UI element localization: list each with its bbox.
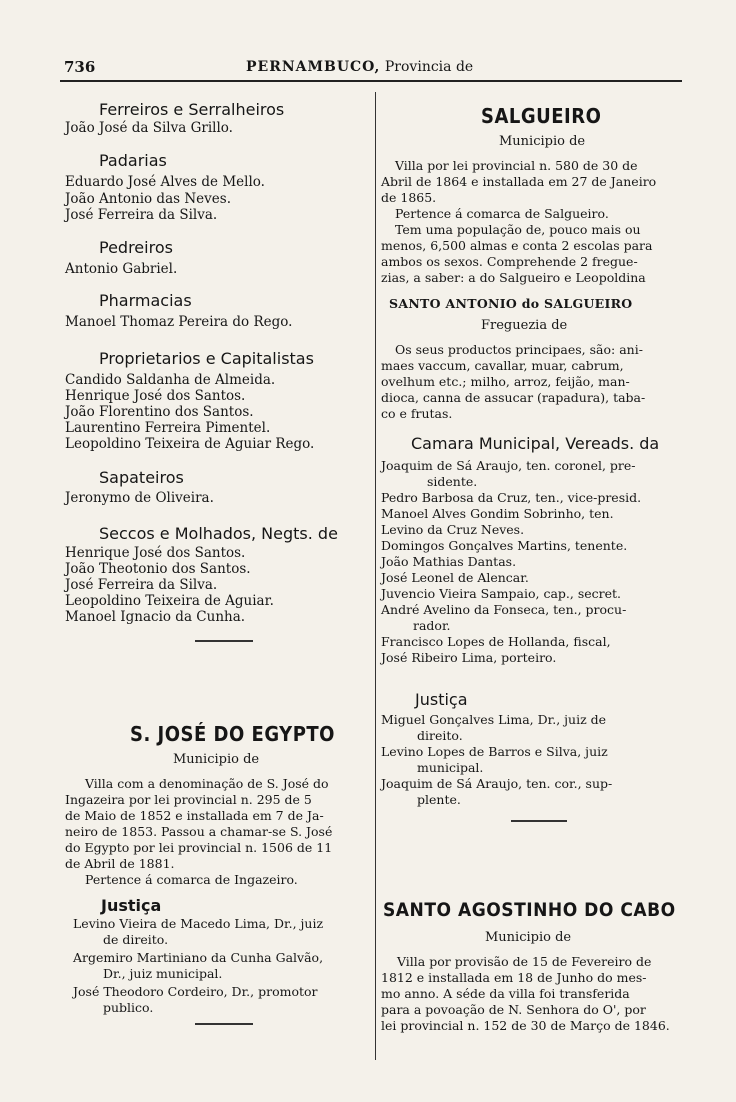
section-heading: Seccos e Molhados, Negts. de [99,524,338,543]
list-item: José Theodoro Cordeiro, Dr., promotor [73,984,318,999]
section-title: S. JOSÉ DO EGYPTO [130,722,335,746]
section-heading: Justiça [101,896,162,915]
section-heading: Ferreiros e Serralheiros [99,100,285,119]
list-item: João Mathias Dantas. [381,554,517,569]
paragraph-line: zias, a saber: a do Salgueiro e Leopoldina [381,270,646,285]
paragraph-line: Ingazeira por lei provincial n. 295 de 5 [65,792,312,807]
paragraph-line: de 1865. [381,190,437,205]
list-item: Henrique José dos Santos. [65,545,246,561]
list-item: Eduardo José Alves de Mello. [65,174,265,190]
section-subtitle: Municipio de [499,134,586,149]
paragraph-line: Villa por provisão de 15 de Fevereiro de [397,954,652,969]
section-title: SANTO ANTONIO do SALGUEIRO [389,296,633,311]
paragraph-line: neiro de 1853. Passou a chamar-se S. José [65,824,333,839]
list-item: publico. [103,1000,154,1015]
list-item: Candido Saldanha de Almeida. [65,372,276,388]
separator [511,820,567,822]
list-item: Argemiro Martiniano da Cunha Galvão, [73,950,324,965]
list-item: André Avelino da Fonseca, ten., procu- [381,602,627,617]
section-subtitle: Freguezia de [481,318,568,333]
section-heading: Justiça [415,690,468,709]
paragraph-line: Tem uma população de, pouco mais ou [395,222,641,237]
paragraph-line: de Maio de 1852 e installada em 7 de Ja- [65,808,324,823]
page-number: 736 [64,58,96,76]
paragraph-line: dioca, canna de assucar (rapadura), taba- [381,390,646,405]
list-item: Antonio Gabriel. [65,261,178,277]
list-item: João Florentino dos Santos. [65,404,254,420]
list-item: Levino Lopes de Barros e Silva, juiz [381,744,608,759]
paragraph-line: Villa com a denominação de S. José do [85,776,329,791]
list-item: Levino Vieira de Macedo Lima, Dr., juiz [73,916,324,931]
list-item: de direito. [103,932,169,947]
paragraph-line: menos, 6,500 almas e conta 2 escolas para [381,238,653,253]
paragraph-line: ovelhum etc.; milho, arroz, feijão, man- [381,374,630,389]
section-heading: Camara Municipal, Vereads. da [411,434,660,453]
section-title: SANTO AGOSTINHO DO CABO [383,899,676,921]
running-head [246,59,473,75]
list-item: Juvencio Vieira Sampaio, cap., secret. [381,586,622,601]
section-heading: Proprietarios e Capitalistas [99,349,314,368]
paragraph-line: ambos os sexos. Comprehende 2 fregue- [381,254,638,269]
list-item: Dr., juiz municipal. [103,966,223,981]
list-item: João José da Silva Grillo. [65,120,233,136]
paragraph-line: mo anno. A séde da villa foi transferida [381,986,630,1001]
list-item: Leopoldino Teixeira de Aguiar Rego. [65,436,315,452]
list-item: Levino da Cruz Neves. [381,522,525,537]
list-item: Henrique José dos Santos. [65,388,246,404]
list-item: João Antonio das Neves. [65,191,231,207]
column-rule [375,92,376,1060]
paragraph-line: Os seus productos principaes, são: ani- [395,342,643,357]
list-item: José Ferreira da Silva. [65,577,218,593]
list-item: Manoel Ignacio da Cunha. [65,609,246,625]
running-head-subtitle: Provincia de [384,59,474,75]
paragraph-line: de Abril de 1881. [65,856,175,871]
paragraph-line: lei provincial n. 152 de 30 de Março de 1846. [381,1018,670,1033]
list-item: Joaquim de Sá Araujo, ten. coronel, pre- [381,458,636,473]
list-item: Domingos Gonçalves Martins, tenente. [381,538,628,553]
list-item: José Ribeiro Lima, porteiro. [381,650,557,665]
list-item: Manoel Alves Gondim Sobrinho, ten. [381,506,614,521]
section-heading: Padarias [99,151,167,170]
list-item: direito. [417,728,463,743]
list-item: João Theotonio dos Santos. [65,561,251,577]
paragraph-line: Pertence á comarca de Ingazeiro. [85,872,298,887]
list-item: Pedro Barbosa da Cruz, ten., vice-presid. [381,490,642,505]
list-item: Francisco Lopes de Hollanda, fiscal, [381,634,611,649]
running-head-title: PERNAMBUCO, [246,59,381,75]
paragraph-line: co e frutas. [381,406,453,421]
list-item: municipal. [417,760,484,775]
list-item: Joaquim de Sá Araujo, ten. cor., sup- [381,776,613,791]
page-header [60,58,682,82]
paragraph-line: 1812 e installada em 18 de Junho do mes- [381,970,647,985]
list-item: José Leonel de Alencar. [381,570,529,585]
list-item: José Ferreira da Silva. [65,207,218,223]
section-subtitle: Municipio de [485,930,572,945]
list-item: Laurentino Ferreira Pimentel. [65,420,271,436]
section-heading: Pharmacias [99,291,192,310]
paragraph-line: Abril de 1864 e installada em 27 de Janeiro [381,174,657,189]
section-heading: Sapateiros [99,468,184,487]
list-item: Manoel Thomaz Pereira do Rego. [65,314,293,330]
separator [195,640,253,642]
section-heading: Pedreiros [99,238,173,257]
section-subtitle: Municipio de [173,752,260,767]
section-title: SALGUEIRO [481,104,602,128]
list-item: Jeronymo de Oliveira. [65,490,214,506]
paragraph-line: Villa por lei provincial n. 580 de 30 de [395,158,638,173]
separator [195,1023,253,1025]
paragraph-line: maes vaccum, cavallar, muar, cabrum, [381,358,624,373]
list-item: plente. [417,792,461,807]
paragraph-line: Pertence á comarca de Salgueiro. [395,206,609,221]
paragraph-line: para a povoação de N. Senhora do O', por [381,1002,646,1017]
list-item: Leopoldino Teixeira de Aguiar. [65,593,274,609]
list-item: Miguel Gonçalves Lima, Dr., juiz de [381,712,607,727]
list-item: sidente. [427,474,478,489]
list-item: rador. [413,618,451,633]
paragraph-line: do Egypto por lei provincial n. 1506 de 11 [65,840,333,855]
